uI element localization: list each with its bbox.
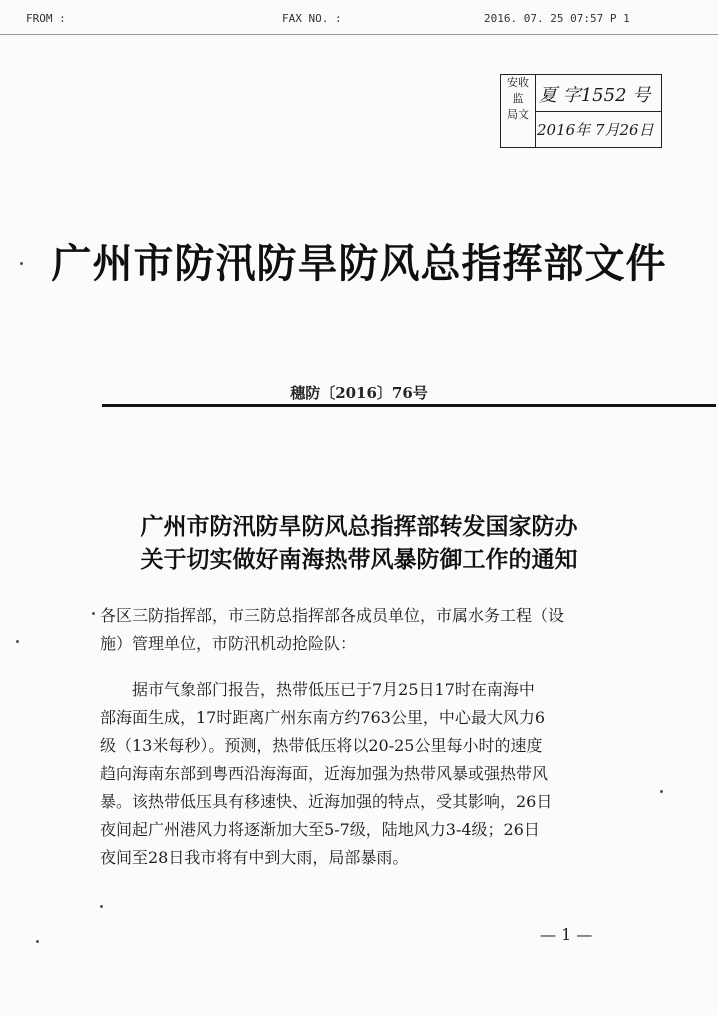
document-number: 穗防〔2016〕76号 (290, 384, 428, 402)
scan-speck (660, 790, 663, 793)
notice-title-line: 关于切实做好南海热带风暴防御工作的通知 (140, 546, 578, 573)
addressee-line: 施）管理单位，市防汛机动抢险队： (100, 634, 357, 653)
paragraph-line: 据市气象部门报告，热带低压已于7月25日17时在南海中 (100, 680, 535, 699)
stamp-label-line: 局文 (507, 108, 529, 121)
scan-speck (36, 940, 39, 943)
stamp-label-line: 安收 (507, 76, 529, 89)
paragraph-line: 暴。该热带低压具有移速快、近海加强的特点，受其影响，26日 (100, 792, 553, 811)
fax-number-label: FAX NO. : (282, 12, 342, 25)
scan-speck (16, 640, 19, 643)
scan-speck (92, 612, 95, 615)
stamp-row-number (535, 75, 661, 112)
issuer-title: 广州市防汛防旱防风总指挥部文件 (51, 240, 667, 287)
stamp-label (501, 75, 536, 147)
stamp-handwritten-number: 夏 字1552 号 (539, 85, 651, 106)
notice-title-line: 广州市防汛防旱防风总指挥部转发国家防办 (140, 513, 578, 540)
fax-header-rule (0, 34, 718, 35)
fax-timestamp: 2016. 07. 25 07:57 P 1 (484, 12, 630, 25)
addressee (100, 602, 680, 658)
paragraph-line: 部海面生成，17时距离广州东南方约763公里，中心最大风力6 (100, 708, 546, 727)
paragraph-line: 夜间至28日我市将有中到大雨，局部暴雨。 (100, 848, 409, 867)
scan-speck (20, 262, 23, 265)
paragraph-line: 级（13米每秒）。预测，热带低压将以20-25公里每小时的速度 (100, 736, 543, 755)
fax-header (0, 12, 718, 32)
scan-speck (100, 905, 103, 908)
page-number: — 1 — (540, 925, 593, 944)
stamp-handwritten-date: 2016年 7月26日 (537, 121, 654, 139)
paragraph-line: 趋向海南东部到粤西沿海海面，近海加强为热带风暴或强热带风 (100, 764, 549, 783)
fax-from-label: FROM : (26, 12, 66, 25)
notice-title (0, 510, 718, 576)
addressee-line: 各区三防指挥部，市三防总指挥部各成员单位，市属水务工程（设 (100, 606, 565, 625)
paragraph-line: 夜间起广州港风力将逐渐加大至5-7级，陆地风力3-4级；26日 (100, 820, 540, 839)
receipt-stamp (500, 74, 662, 148)
stamp-label-line: 监 (512, 92, 524, 105)
body-paragraph (100, 676, 680, 872)
header-divider (102, 404, 716, 407)
stamp-row-date (535, 111, 661, 147)
